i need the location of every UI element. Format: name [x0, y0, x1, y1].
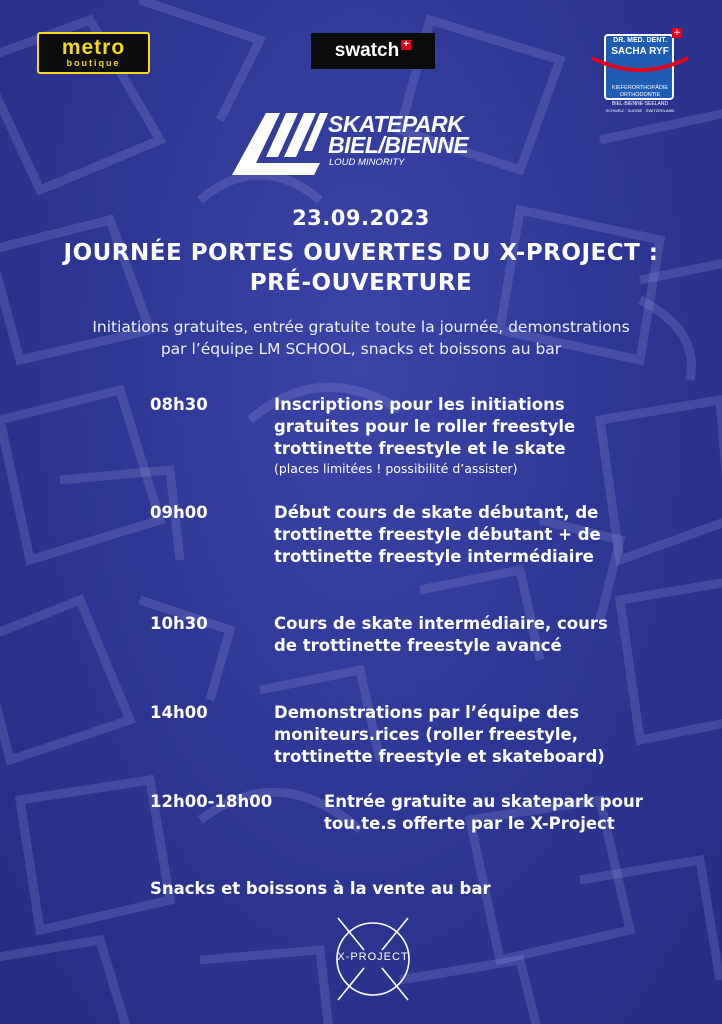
- loud-minority-mark-icon: [228, 109, 328, 179]
- smile-arc-icon: [586, 52, 694, 82]
- schedule-text: Entrée gratuite au skatepark pour tou.te.s offerte par le X-Project: [324, 792, 643, 833]
- schedule-text: Cours de skate intermédiaire, cours de trottinette freestyle avancé: [274, 614, 608, 655]
- schedule-time: 10h30: [150, 614, 208, 633]
- schedule-text: Demonstrations par l’équipe des moniteurs.rices (roller freestyle, trottinette freestyle et skateboard): [274, 703, 605, 766]
- schedule-item: [324, 791, 644, 835]
- ryf-name: SACHA RYF: [611, 46, 669, 57]
- event-date: 23.09.2023: [292, 206, 430, 230]
- event-title: JOURNÉE PORTES OUVERTES DU X-PROJECT : PRÉ-OUVERTURE: [63, 240, 659, 296]
- metro-boutique-logo: [37, 32, 150, 74]
- organizer-tagline: LOUD MINORITY: [329, 157, 405, 168]
- schedule-time: 08h30: [150, 395, 208, 414]
- x-project-logo: [330, 916, 416, 1002]
- ryf-specialty-fr: ORTHODONTIE: [619, 92, 661, 98]
- schedule-text: Début cours de skate débutant, de trottinette freestyle débutant + de trottinette freestyle intermédiaire: [274, 503, 601, 566]
- sacha-ryf-logo: [586, 28, 694, 114]
- schedule-time: 12h00-18h00: [150, 792, 273, 811]
- swiss-cross-icon: +: [673, 28, 681, 38]
- ryf-country: SCHWEIZ · SUISSE · SWITZERLAND: [605, 108, 675, 113]
- x-project-logo-text: X-PROJECT: [337, 951, 409, 963]
- schedule-time: 14h00: [150, 703, 208, 722]
- schedule-item: [274, 502, 634, 568]
- schedule-text: Inscriptions pour les initiations gratuites pour le roller freestyle trottinette freestyle et le skate: [274, 395, 576, 458]
- metro-logo-text: metro: [61, 36, 126, 59]
- schedule-time: 09h00: [150, 503, 208, 522]
- skatepark-biel-logo: [228, 109, 498, 179]
- bar-info: Snacks et boissons à la vente au bar: [150, 879, 491, 898]
- swatch-logo: [311, 33, 435, 69]
- swiss-cross-icon: +: [401, 40, 411, 50]
- event-intro: Initiations gratuites, entrée gratuite toute la journée, demonstrations par l’équipe LM SCHOOL, snacks et boissons au bar: [92, 318, 630, 358]
- schedule-item: [274, 702, 654, 768]
- metro-logo-subtext: boutique: [66, 58, 121, 68]
- schedule-item: [274, 394, 634, 478]
- organizer-name-line2: BIEL/BIENNE: [328, 132, 469, 158]
- schedule-item: [274, 613, 614, 657]
- ryf-specialty-de: KIEFERORTHOPÄDIE: [611, 85, 669, 91]
- schedule-note: (places limitées ! possibilité d’assister): [274, 461, 518, 476]
- ryf-region: BIEL·BIENNE·SEELAND: [611, 101, 669, 107]
- swatch-logo-text: swatch: [334, 40, 400, 61]
- organizer-name-line1: SKATEPARK: [328, 111, 464, 137]
- ryf-title: DR. MED. DENT.: [613, 37, 667, 44]
